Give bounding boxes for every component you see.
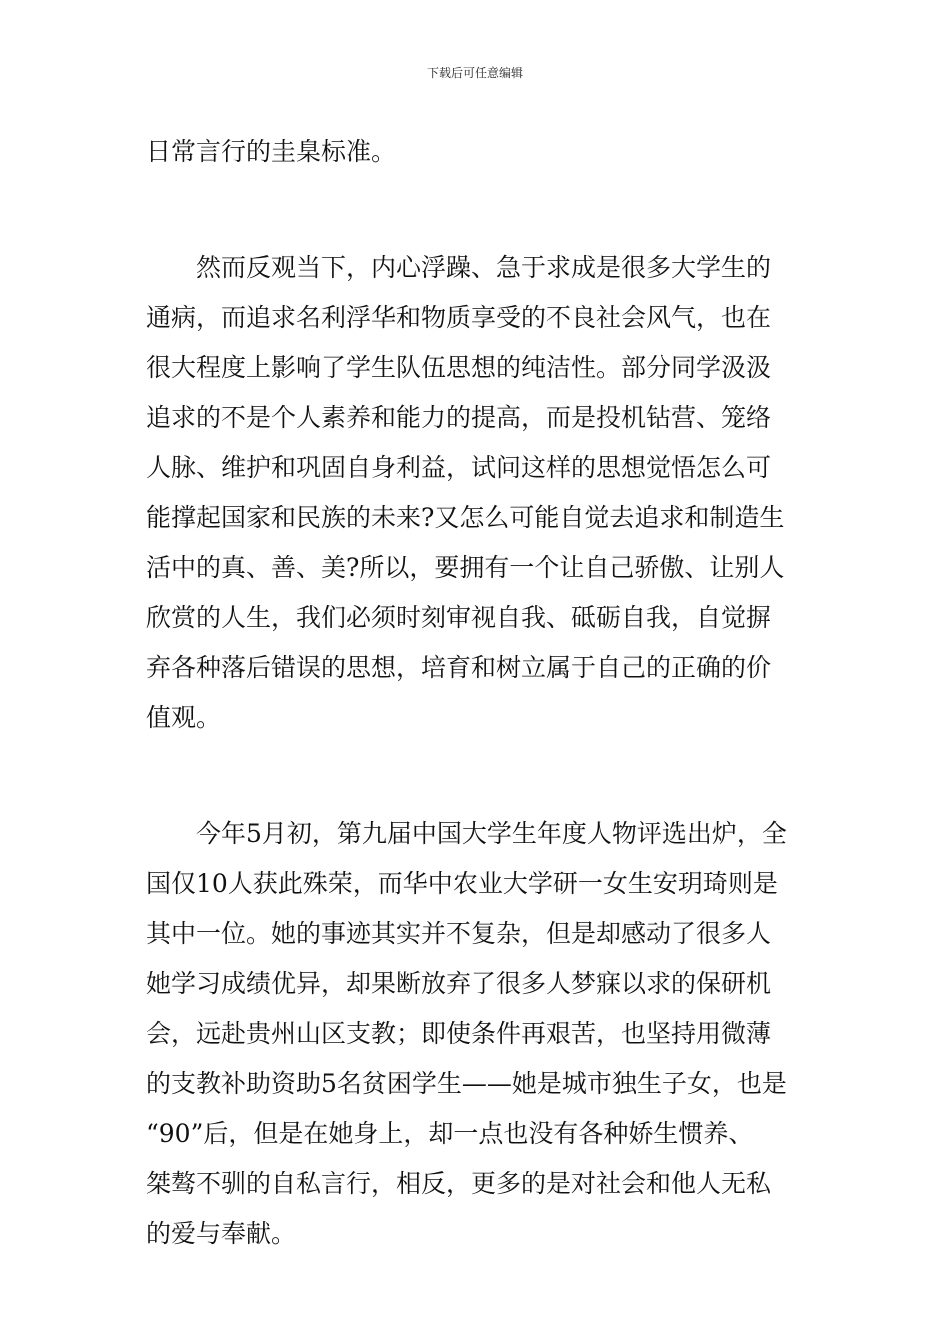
text-line: 能撑起国家和民族的未来?又怎么可能自觉去追求和制造生 — [146, 503, 785, 532]
page-header: 下载后可任意编辑 — [426, 66, 523, 80]
text-line: 的支教补助资助5名贫困学生——她是城市独生子女，也是 — [146, 1069, 787, 1098]
text-line: 活中的真、善、美?所以，要拥有一个让自己骄傲、让别人 — [146, 553, 785, 582]
document-body — [146, 127, 810, 1259]
text-line: “90”后，但是在她身上，却一点也没有各种娇生惯养、 — [146, 1119, 754, 1148]
text-line: 桀骜不驯的自私言行，相反，更多的是对社会和他人无私 — [146, 1169, 772, 1198]
text-line: 今年5月初，第九届中国大学生年度人物评选出炉，全 — [146, 819, 787, 848]
paragraph — [146, 127, 810, 177]
text-line: 值观。 — [146, 703, 222, 732]
text-line: 日常言行的圭臬标准。 — [146, 137, 397, 166]
text-line: 然而反观当下，内心浮躁、急于求成是很多大学生的 — [146, 253, 772, 282]
text-line: 很大程度上影响了学生队伍思想的纯洁性。部分同学汲汲 — [146, 353, 772, 382]
text-line: 的爱与奉献。 — [146, 1219, 297, 1248]
paragraph — [146, 809, 810, 1259]
text-line: 欣赏的人生，我们必须时刻审视自我、砥砺自我，自觉摒 — [146, 603, 772, 632]
text-line: 人脉、维护和巩固自身利益，试问这样的思想觉悟怎么可 — [146, 453, 772, 482]
text-line: 会，远赴贵州山区支教；即使条件再艰苦，也坚持用微薄 — [146, 1019, 772, 1048]
paragraph — [146, 243, 810, 743]
text-line: 她学习成绩优异，却果断放弃了很多人梦寐以求的保研机 — [146, 969, 772, 998]
text-line: 通病，而追求名利浮华和物质享受的不良社会风气，也在 — [146, 303, 772, 332]
text-line: 其中一位。她的事迹其实并不复杂，但是却感动了很多人 — [146, 919, 772, 948]
text-line: 追求的不是个人素养和能力的提高，而是投机钻营、笼络 — [146, 403, 772, 432]
text-line: 弃各种落后错误的思想，培育和树立属于自己的正确的价 — [146, 653, 772, 682]
text-line: 国仅10人获此殊荣，而华中农业大学研一女生安玥琦则是 — [146, 869, 778, 898]
